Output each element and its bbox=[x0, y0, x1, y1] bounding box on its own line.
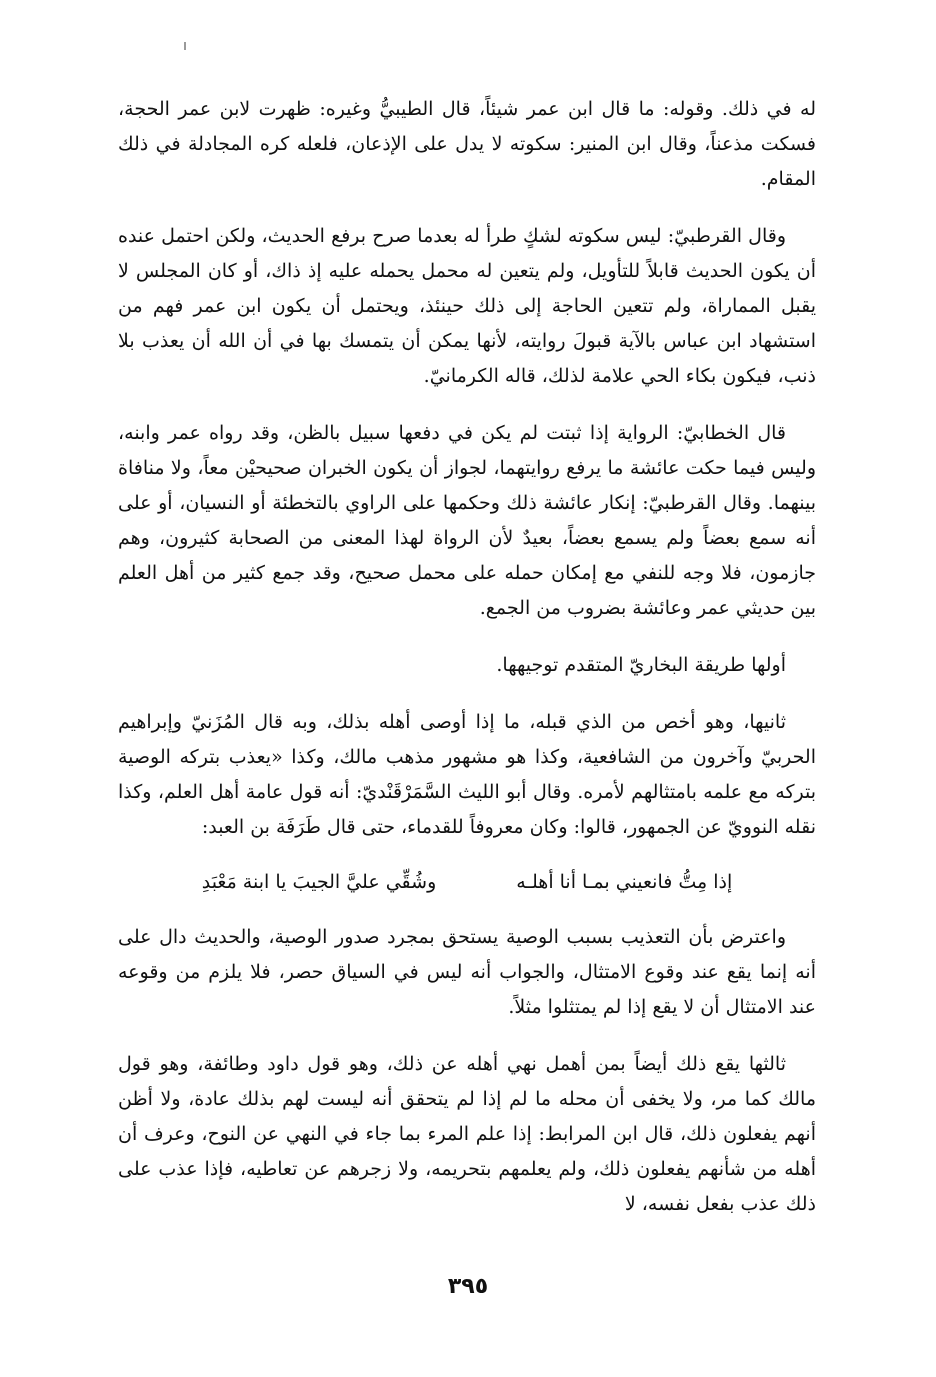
poetry-verse bbox=[118, 865, 816, 900]
page-number: ٣٩٥ bbox=[447, 1274, 489, 1299]
paragraph-5: ثانيها، وهو أخص من الذي قبله، ما إذا أوصى أهله بذلك، وبه قال المُزَنيّ وإبراهيم الحربيّ وآخرون من الشافعية، وكذا هو مشهور مذهب مالك، وكذا «يعذب بتركه الوصية بتركه مع علمه بامتثالهم لأمره. وقال أبو الليث السَّمَرْقَنْديّ: أنه قول عامة أهل العلم، وكذا نقله النوويّ عن الجمهور، قالوا: وكان معروفاً للقدماء، حتى قال طَرَفَة بن العبد: bbox=[118, 711, 816, 838]
paragraph-7: ثالثها يقع ذلك أيضاً بمن أهمل نهي أهله عن ذلك، وهو قول داود وطائفة، وهو قول مالك كما مر، ولا يخفى أن محله ما لم إذا لم يتحقق أنه ليست لهم بذلك عادة، ولا أظن أنهم يفعلون ذلك، قال ابن المرابط: إذا علم المرء بما جاء في النهي عن النوح، وعرف أن أهله من شأنهم يفعلون ذلك، ولم يعلمهم بتحريمه، ولا زجرهم عن تعاطيه، فإذا عذب على ذلك عذب بفعل نفسه، لا bbox=[118, 1053, 816, 1215]
verse-second-hemistich: وشُقِّي عليَّ الجيبَ يا ابنة مَعْبَدِ bbox=[201, 871, 437, 893]
paragraph-1: له في ذلك. وقوله: ما قال ابن عمر شيئاً، قال الطيبيُّ وغيره: ظهرت لابن عمر الحجة، فسكت مذعناً، وقال ابن المنير: سكوته لا يدل على الإذعان، فلعله كره المجادلة في ذلك المقام. bbox=[118, 98, 816, 190]
page-body bbox=[118, 92, 816, 1222]
paragraph-2: وقال القرطبيّ: ليس سكوته لشكٍ طرأ له بعدما صرح برفع الحديث، ولكن احتمل عنده أن يكون الحديث قابلاً للتأويل، ولم يتعين له محمل يحمله عليه إذ ذاك، أو كان المجلس لا يقبل المماراة، ولم تتعين الحاجة إلى ذلك حينئذ، ويحتمل أن يكون ابن عمر فهم من استشهاد ابن عباس بالآية قبولَ روايته، لأنها يمكن أن يتمسك بها في أن الله أن يعذب بلا ذنب، فيكون بكاء الحي علامة لذلك، قاله الكرمانيّ. bbox=[118, 225, 816, 387]
paragraph-6: واعترض بأن التعذيب بسبب الوصية يستحق بمجرد صدور الوصية، والحديث دال على أنه إنما يقع عند وقوع الامتثال، والجواب أنه ليس في السياق حصر، فلا يلزم من وقوعه عند الامتثال أن لا يقع إذا لم يمتثلوا مثلاً. bbox=[118, 926, 816, 1018]
scan-mark bbox=[184, 42, 186, 50]
paragraph-3: قال الخطابيّ: الرواية إذا ثبتت لم يكن في دفعها سبيل بالظن، وقد رواه عمر وابنه، وليس فيما حكت عائشة ما يرفع روايتهما، لجواز أن يكون الخبران صحيحيْن معاً، ولا منافاة بينهما. وقال القرطبيّ: إنكار عائشة ذلك وحكمها على الراوي بالتخطئة أو النسيان، أو على أنه سمع بعضاً ولم يسمع بعضاً، بعيدٌ لأن الرواة لهذا المعنى من الصحابة كثيرون، وهم جازمون، فلا وجه للنفي مع إمكان حمله على محمل صحيح، وقد جمع كثير من أهل العلم بين حديثي عمر وعائشة بضروب من الجمع. bbox=[118, 422, 816, 619]
verse-first-hemistich: إذا مِتُّ فانعيني بمـا أنا أهلـه bbox=[516, 871, 733, 893]
paragraph-4: أولها طريقة البخاريّ المتقدم توجيهها. bbox=[496, 654, 786, 676]
